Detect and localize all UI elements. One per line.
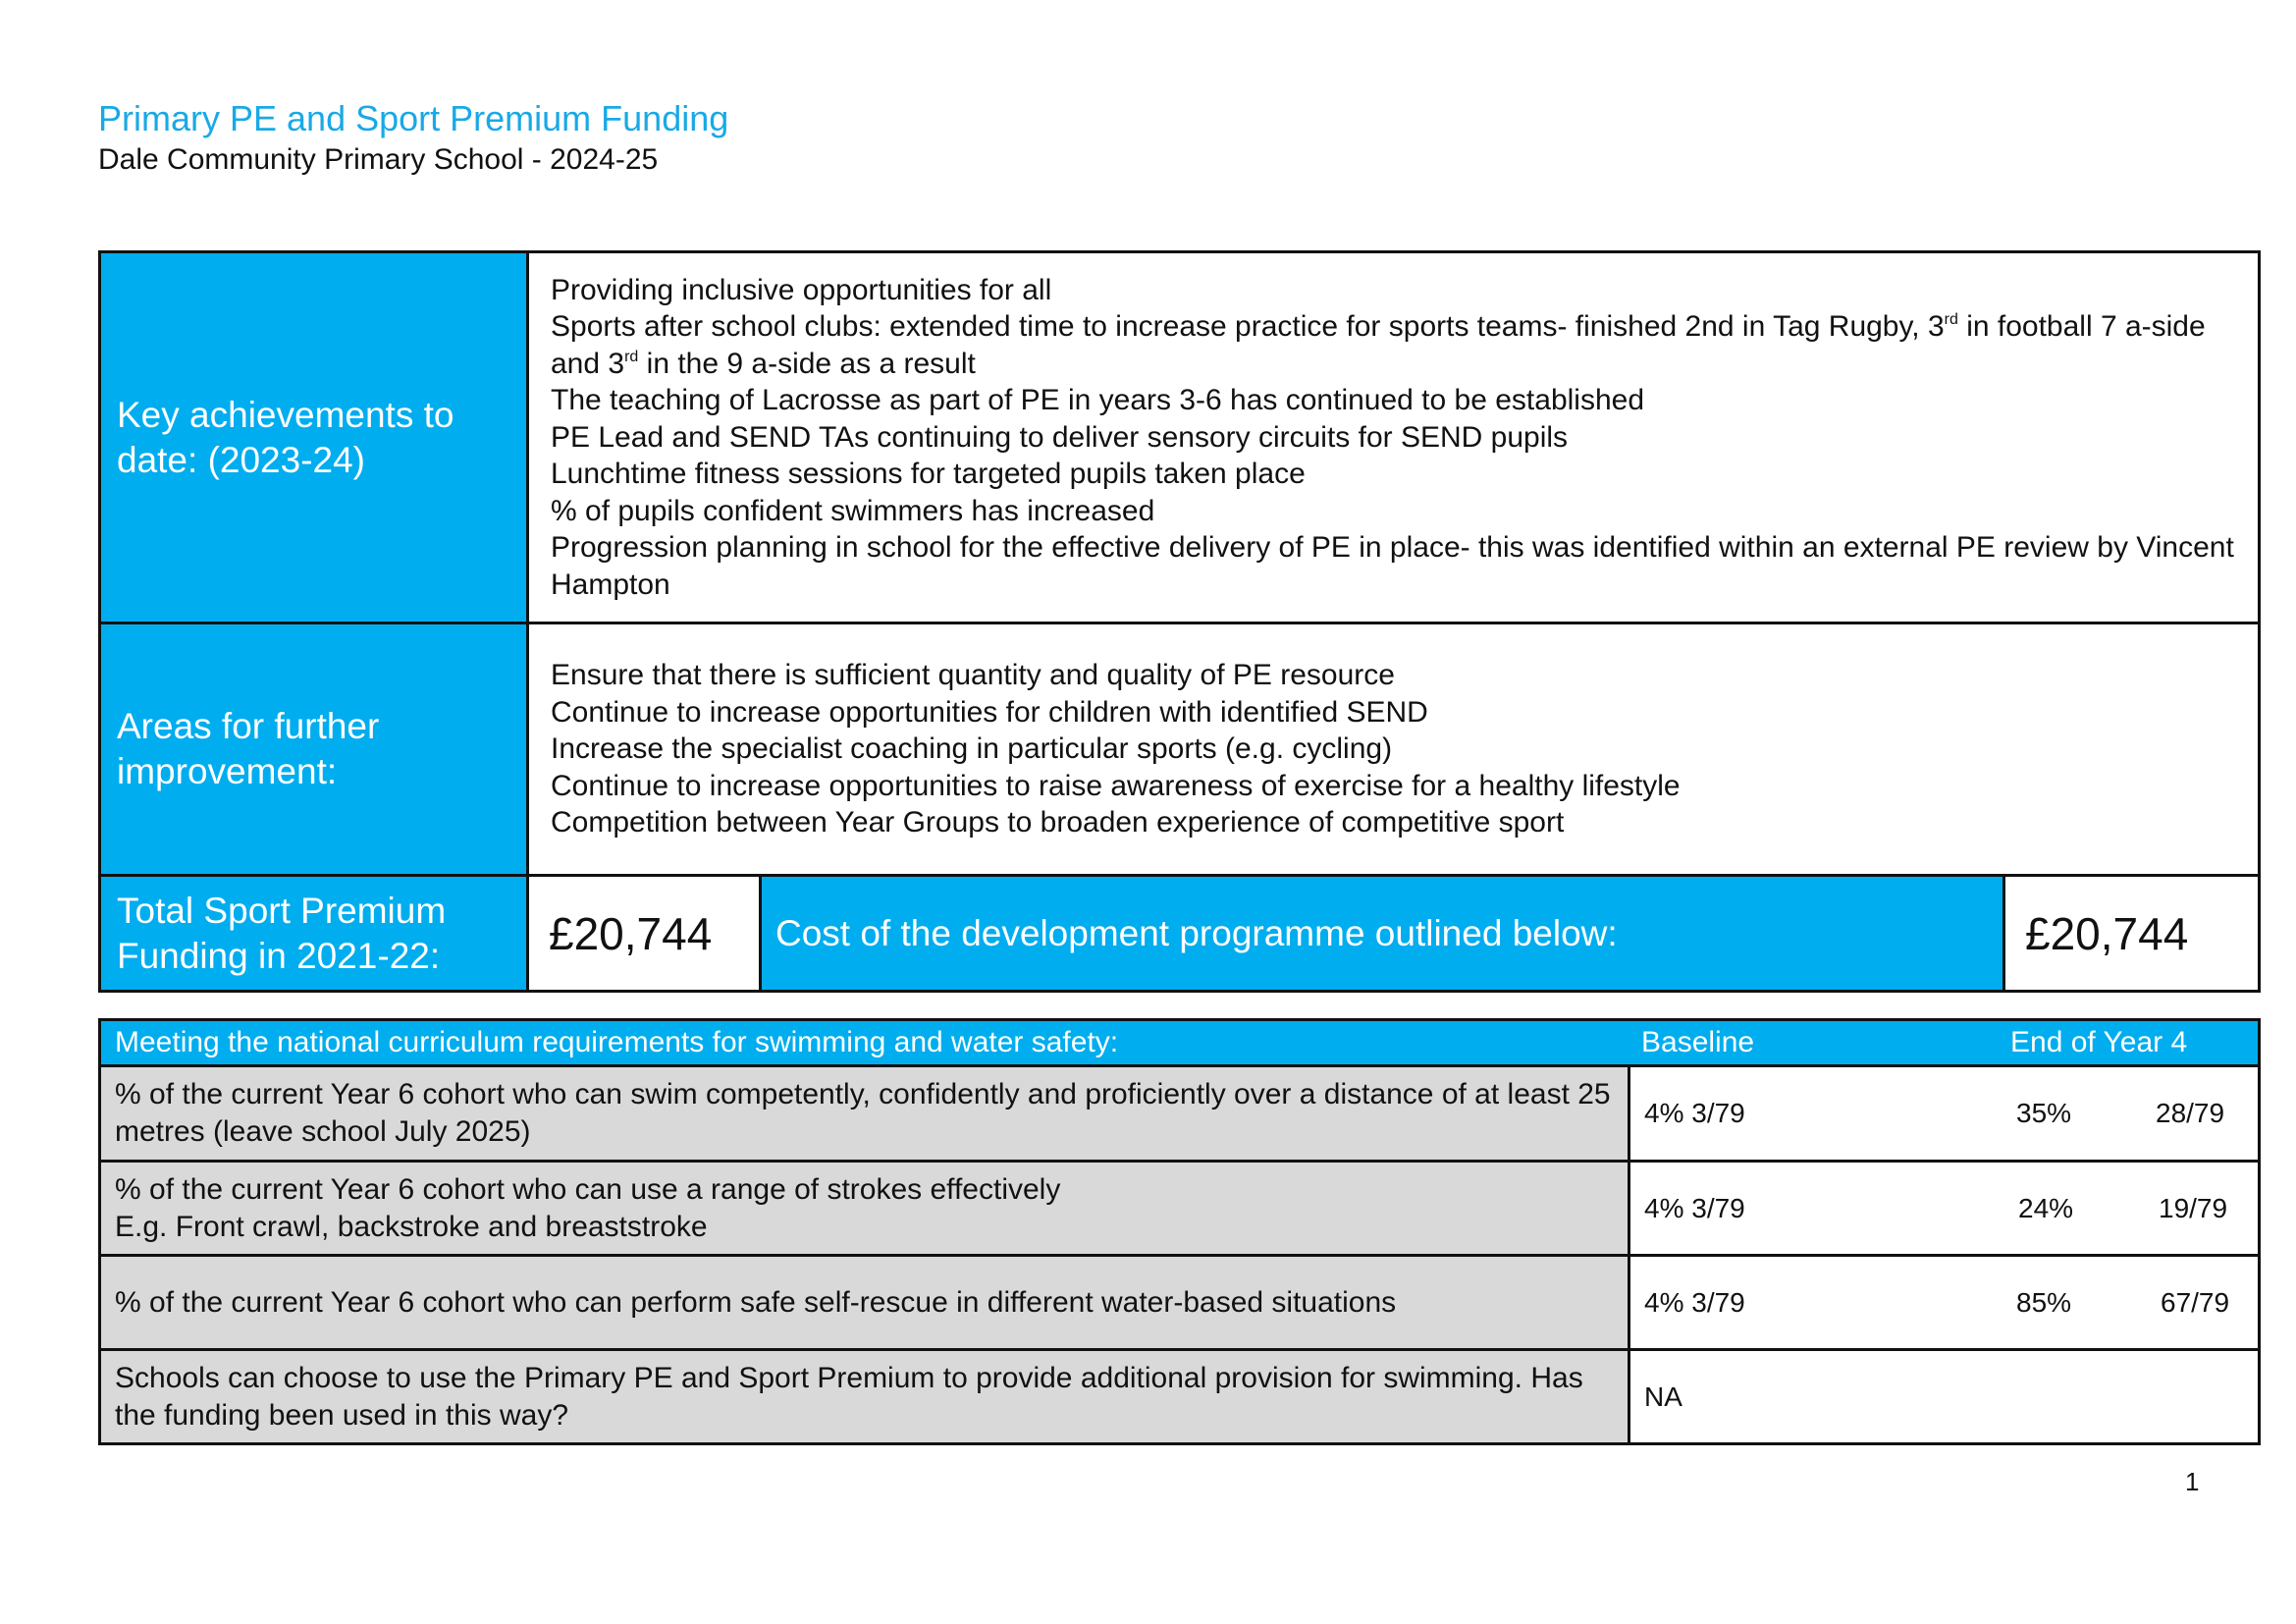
- list-item: Ensure that there is sufficient quantity and quality of PE resource: [551, 659, 1395, 692]
- list-item: % of pupils confident swimmers has increased: [551, 494, 1155, 527]
- page-subtitle: Dale Community Primary School - 2024-25: [98, 143, 659, 176]
- end-year-header: End of Year 4: [2010, 1026, 2188, 1058]
- list-item: Increase the specialist coaching in particular sports (e.g. cycling): [551, 732, 1393, 766]
- improvements-list: [528, 623, 2260, 876]
- swim-row-desc: % of the current Year 6 cohort who can swim competently, confidently and proficiently over a distance of at least 25 metres (leave school July 2025): [100, 1066, 1629, 1162]
- end-frac: 28/79: [2156, 1098, 2225, 1128]
- swim-row-values: [1629, 1066, 2260, 1162]
- list-item: The teaching of Lacrosse as part of PE in years 3-6 has continued to be established: [551, 384, 1645, 417]
- end-pct: 24%: [2018, 1192, 2074, 1223]
- key-achievements-label: Key achievements to date: (2023-24): [100, 252, 528, 623]
- total-funding-label: Total Sport Premium Funding in 2021-22:: [100, 876, 528, 992]
- swim-row-values: [1629, 1162, 2260, 1256]
- swim-row-values: [1629, 1256, 2260, 1350]
- page-number: 1: [2185, 1467, 2200, 1496]
- end-pct: 85%: [2016, 1286, 2072, 1318]
- end-pct: 35%: [2016, 1098, 2072, 1128]
- key-achievements-list: [528, 252, 2260, 623]
- list-item: Continue to increase opportunities for children with identified SEND: [551, 695, 1428, 729]
- swim-row-desc: Schools can choose to use the Primary PE and Sport Premium to provide additional provision for swimming. Has the funding been used in this way?: [100, 1350, 1629, 1444]
- end-frac: 19/79: [2159, 1192, 2228, 1223]
- cost-label: Cost of the development programme outlined below:: [761, 876, 2004, 992]
- improvements-label: Areas for further improvement:: [100, 623, 528, 876]
- swimming-heading: Meeting the national curriculum requirements for swimming and water safety:: [115, 1026, 1119, 1058]
- cost-value: £20,744: [2004, 876, 2260, 992]
- list-item: Continue to increase opportunities to raise awareness of exercise for a healthy lifestyle: [551, 769, 1681, 802]
- list-item: Competition between Year Groups to broaden experience of competitive sport: [551, 806, 1565, 839]
- swim-row-values: [1629, 1350, 2260, 1444]
- page-title: Primary PE and Sport Premium Funding: [98, 98, 729, 138]
- list-item: PE Lead and SEND TAs continuing to deliver sensory circuits for SEND pupils: [551, 420, 1569, 454]
- list-item: Sports after school clubs: extended time to increase practice for sports teams- finished 2nd in Tag Rugby, 3rd in football 7 a-side and 3rd in the 9 a-side as a result: [551, 310, 2206, 380]
- baseline-value: 4% 3/79: [1644, 1286, 1745, 1318]
- list-item: Lunchtime fitness sessions for targeted pupils taken place: [551, 458, 1306, 491]
- total-funding-value: £20,744: [528, 876, 761, 992]
- baseline-header: Baseline: [1641, 1026, 1755, 1058]
- baseline-value: 4% 3/79: [1644, 1098, 1745, 1128]
- baseline-value: NA: [1644, 1380, 1682, 1412]
- list-item: Progression planning in school for the effective delivery of PE in place- this was identified within an external PE review by Vincent Hampton: [551, 531, 2234, 601]
- end-frac: 67/79: [2161, 1286, 2230, 1318]
- swimming-table: [98, 1018, 2261, 1445]
- baseline-value: 4% 3/79: [1644, 1192, 1745, 1223]
- swimming-header-row: [100, 1020, 2260, 1066]
- summary-table: [98, 250, 2261, 993]
- swim-row-desc: % of the current Year 6 cohort who can perform safe self-rescue in different water-based situations: [100, 1256, 1629, 1350]
- swim-row-desc: % of the current Year 6 cohort who can use a range of strokes effectively E.g. Front crawl, backstroke and breaststroke: [100, 1162, 1629, 1256]
- list-item: Providing inclusive opportunities for all: [551, 273, 1052, 306]
